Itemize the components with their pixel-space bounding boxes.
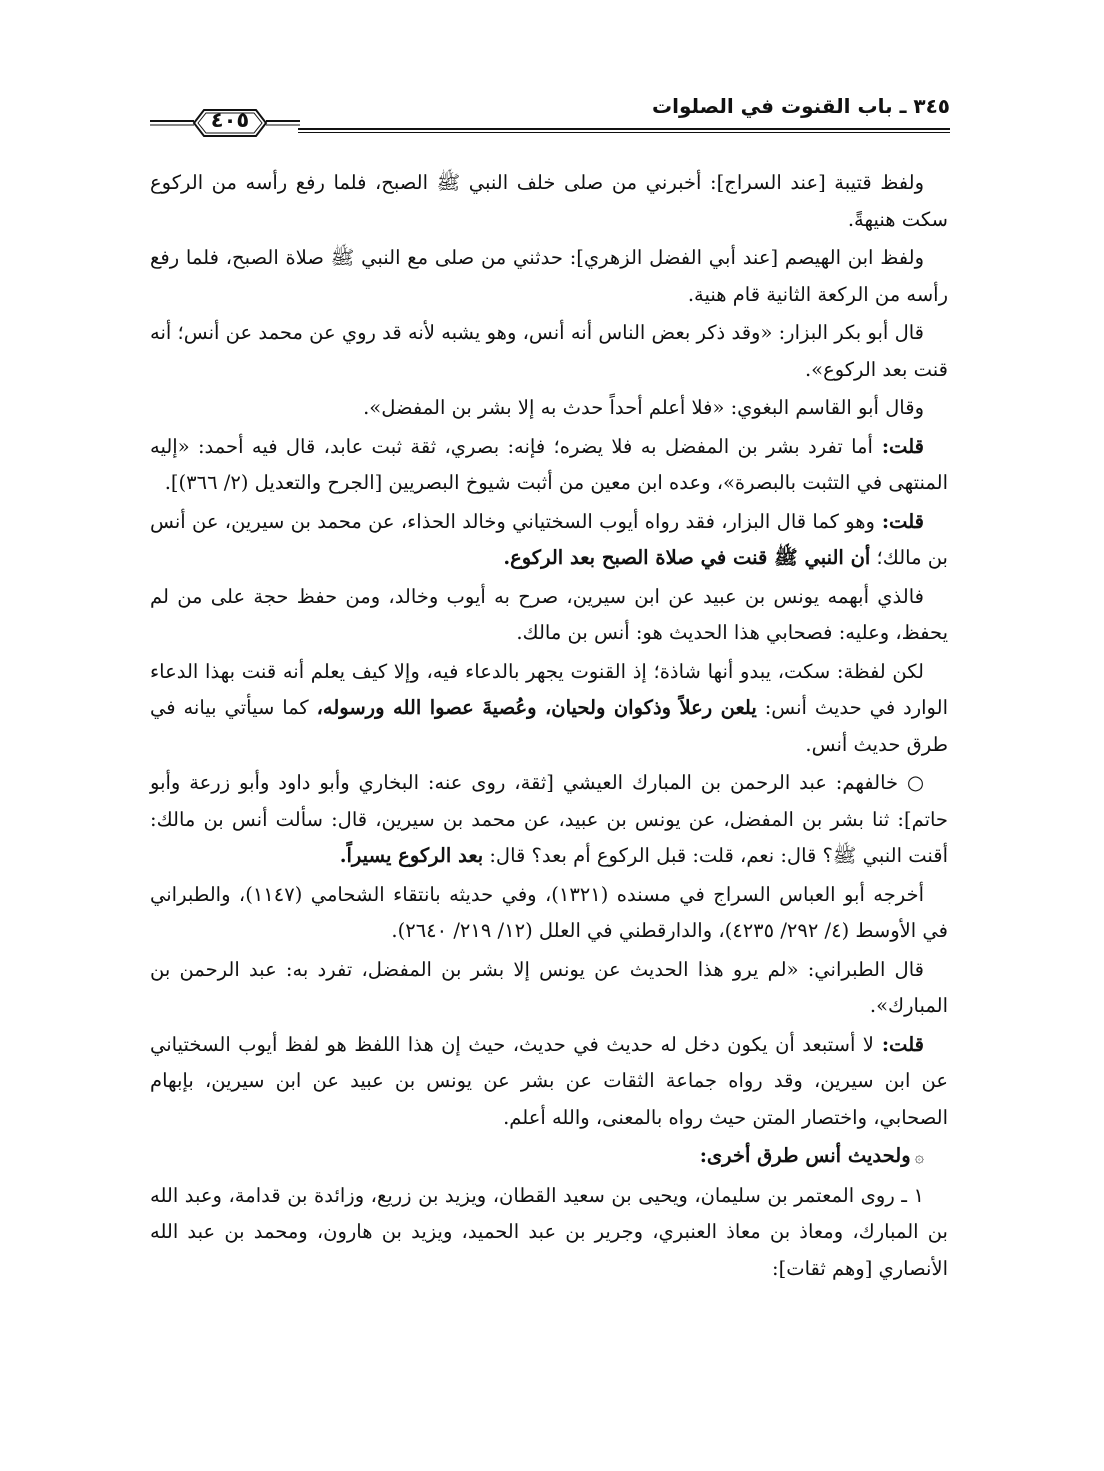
bold-text-segment: بعد الركوع يسيراً.: [339, 844, 484, 867]
bold-text-segment: قلت:: [872, 434, 924, 458]
page-header: [150, 92, 950, 142]
paragraph: [150, 165, 948, 238]
paragraph: [150, 877, 948, 950]
text-segment: كما سيأتي بيانه في طرق حديث أنس.: [150, 696, 948, 756]
running-head: ٣٤٥ ـ باب القنوت في الصلوات: [651, 94, 950, 118]
paragraph: [150, 654, 948, 764]
text-segment: وهو كما قال البزار، فقد رواه أيوب السختياني وخالد الحذاء، عن محمد بن سيرين، عن أنس بن مالك؛: [150, 509, 948, 569]
bold-text-segment: قلت:: [874, 509, 924, 533]
bold-text-segment: أن النبي ﷺ قنت في صلاة الصبح بعد الركوع.: [503, 546, 871, 569]
page-number: ٤٠٥: [210, 108, 250, 132]
text-segment: ○ خالفهم: عبد الرحمن بن المبارك العيشي [ثقة، روى عنه: البخاري وأبو داود وأبو زرعة وأبو حاتم]: ثنا بشر بن المفضل، عن يونس بن عبيد، عن محمد بن سيرين، قال: سألت أنس بن مالك: أقنت النبي ﷺ؟ قال: نعم، قلت: قبل الركوع أم بعد؟ قال:: [150, 771, 948, 867]
paragraph: [150, 1138, 948, 1176]
bold-text-segment: يلعن رعلاً وذكوان ولحيان، وعُصيةَ عصوا الله ورسوله،: [316, 696, 757, 719]
text-segment: أما تفرد بشر بن المفضل به فلا يضره؛ فإنه: بصري، ثقة ثبت عابد، قال فيه أحمد: «إليه المنتهى في التثبت بالبصرة»، وعده ابن معين من أثبت شيوخ البصريين [الجرح والتعديل (٢/ ٣٦٦)].: [150, 434, 948, 494]
body-text: [150, 165, 948, 1289]
paragraph: [150, 429, 948, 502]
bold-text-segment: قلت:: [873, 1032, 924, 1056]
paragraph: [150, 240, 948, 313]
text-segment: قال أبو بكر البزار: «وقد ذكر بعض الناس أنه أنس، وهو يشبه لأنه قد روي عن محمد عن أنس؛ أنه قنت بعد الركوع».: [150, 321, 948, 381]
paragraph: [150, 1027, 948, 1137]
bold-text-segment: ولحديث أنس طرق أخرى:: [699, 1144, 911, 1167]
text-segment: ولفظ قتيبة [عند السراج]: أخبرني من صلى خلف النبي ﷺ الصبح، فلما رفع رأسه من الركوع سكت هنيهةً.: [150, 171, 948, 231]
header-rule: [298, 128, 950, 133]
text-segment: قال الطبراني: «لم يرو هذا الحديث عن يونس إلا بشر بن المفضل، تفرد به: عبد الرحمن بن المبارك».: [150, 957, 948, 1017]
text-segment: وقال أبو القاسم البغوي: «فلا أعلم أحداً حدث به إلا بشر بن المفضل».: [363, 396, 924, 419]
text-segment: لكن لفظة: سكت، يبدو أنها شاذة؛ إذ القنوت يجهر بالدعاء فيه، وإلا كيف يعلم أنه قنت بهذا الدعاء الوارد في حديث أنس:: [150, 659, 948, 719]
paragraph: [150, 765, 948, 875]
paragraph: [150, 504, 948, 577]
paragraph: [150, 390, 948, 427]
text-segment: ١ ـ روى المعتمر بن سليمان، ويحيى بن سعيد القطان، ويزيد بن زريع، وزائدة بن قدامة، وعبد الله بن المبارك، ومعاذ بن معاذ العنبري، وجرير بن عبد الحميد، ويزيد بن هارون، ومحمد بن عبد الله الأنصاري [وهم ثقات]:: [150, 1183, 948, 1280]
page-number-ornament: [150, 106, 300, 140]
section-bullet-icon: ۞: [914, 1147, 924, 1166]
paragraph: [150, 1178, 948, 1288]
paragraph: [150, 579, 948, 652]
text-segment: أخرجه أبو العباس السراج في مسنده (١٣٢١)، وفي حديثه بانتقاء الشحامي (١١٤٧)، والطبراني في الأوسط (٤/ ٢٩٢/ ٤٢٣٥)، والدارقطني في العلل (١٢/ ٢١٩/ ٢٦٤٠).: [150, 882, 948, 942]
paragraph: [150, 952, 948, 1025]
text-segment: ولفظ ابن الهيصم [عند أبي الفضل الزهري]: حدثني من صلى مع النبي ﷺ صلاة الصبح، فلما رفع رأسه من الركعة الثانية قام هنية.: [150, 246, 948, 306]
text-segment: فالذي أبهمه يونس بن عبيد عن ابن سيرين، صرح به أيوب وخالد، ومن حفظ حجة على من لم يحفظ، وعليه: فصحابي هذا الحديث هو: أنس بن مالك.: [150, 584, 948, 644]
paragraph: [150, 315, 948, 388]
text-segment: لا أستبعد أن يكون دخل له حديث في حديث، حيث إن هذا اللفظ هو لفظ أيوب السختياني عن ابن سيرين، وقد رواه جماعة الثقات عن بشر عن يونس بن عبيد عن ابن سيرين، بإبهام الصحابي، واختصار المتن حيث رواه بالمعنى، والله أعلم.: [150, 1032, 948, 1129]
